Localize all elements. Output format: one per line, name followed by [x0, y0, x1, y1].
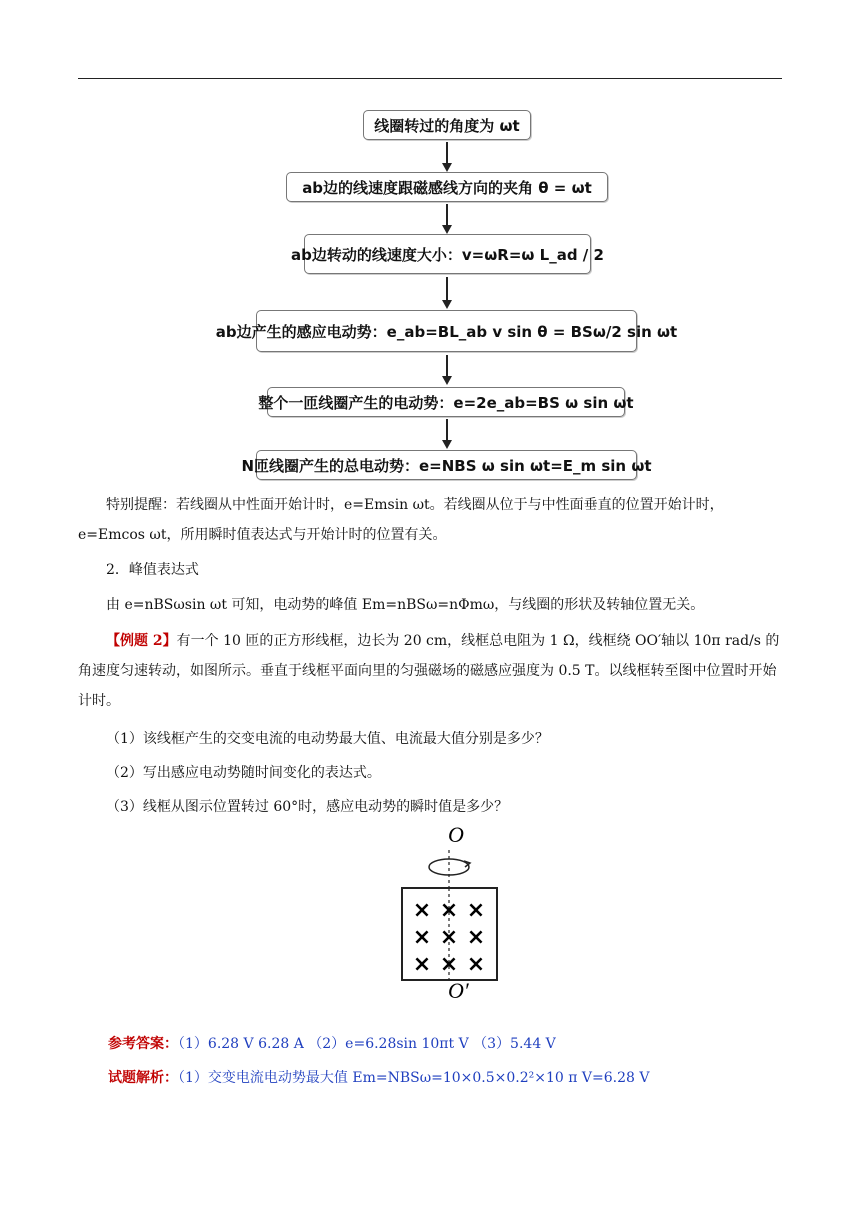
- flow-arrow: [443, 277, 451, 309]
- example-text: 有一个 10 匝的正方形线框，边长为 20 cm，线框总电阻为 1 Ω，线框绕 OO′轴以 10π rad/s 的角速度匀速转动，如图所示。垂直于线框平面向里的匀强磁场的磁感应强度为 0.5 T。以线框转至图中位置时开始计时。: [78, 633, 780, 709]
- answer-text: （1）6.28 V 6.28 A （2）e=6.28sin 10πt V （3）5.44 V: [178, 1036, 556, 1052]
- analysis-text: （1）交变电流电动势最大值 Em=NBSω=10×0.5×0.2²×10 π V=6.28 V: [178, 1070, 650, 1086]
- field-cross: ×: [466, 898, 486, 923]
- flow-box-emf-ab: ab边产生的感应电动势：e_ab=BL_ab v sin θ = BSω/2 sin ωt: [256, 310, 637, 352]
- special-note: 特别提醒：若线圈从中性面开始计时，e=Emsin ωt。若线圈从位于与中性面垂直的位置开始计时，e=Emcos ωt，所用瞬时值表达式与开始计时的位置有关。: [78, 497, 724, 543]
- field-cross: ×: [439, 952, 459, 977]
- flow-box-angle-theta: ab边的线速度跟磁感线方向的夹角 θ = ωt: [286, 172, 608, 202]
- flow-box-angle: 线圈转过的角度为 ωt: [363, 110, 531, 140]
- field-cross: ×: [412, 898, 432, 923]
- derivation-flowchart: [0, 0, 860, 480]
- section-text: 由 e=nBSωsin ωt 可知，电动势的峰值 Em=nBSω=nΦmω，与线圈的形状及转轴位置无关。: [106, 597, 705, 613]
- example-problem: [78, 626, 784, 716]
- magnetic-field-crosses: [413, 898, 485, 977]
- field-cross: ×: [439, 898, 459, 923]
- axis-label-bottom: O′: [448, 978, 469, 1000]
- coil-diagram: [390, 822, 510, 1000]
- flow-arrow: [443, 355, 451, 385]
- solution-analysis: [108, 1067, 650, 1089]
- rotating-coil-figure: [390, 822, 510, 1000]
- flow-box-emf-total: N匝线圈产生的总电动势：e=NBS ω sin ωt=E_m sin ωt: [256, 450, 637, 480]
- flow-arrow: [443, 142, 451, 172]
- axis-label-top: O: [448, 822, 464, 847]
- analysis-label: 试题解析：: [108, 1070, 178, 1086]
- flow-box-emf-single: 整个一匝线圈产生的电动势：e=2e_ab=BS ω sin ωt: [267, 387, 625, 417]
- reference-answer: [108, 1033, 556, 1055]
- question-1: （1）该线框产生的交变电流的电动势最大值、电流最大值分别是多少？: [106, 731, 549, 747]
- example-label: 【例题 2】: [106, 633, 177, 649]
- field-cross: ×: [439, 925, 459, 950]
- flow-arrow: [443, 204, 451, 234]
- flow-arrow: [443, 419, 451, 449]
- answer-label: 参考答案：: [108, 1036, 178, 1052]
- field-cross: ×: [412, 925, 432, 950]
- section-heading: 2．峰值表达式: [106, 562, 199, 578]
- field-cross: ×: [466, 925, 486, 950]
- field-cross: ×: [412, 952, 432, 977]
- rotation-direction-icon: [429, 859, 469, 875]
- question-2: （2）写出感应电动势随时间变化的表达式。: [106, 765, 381, 781]
- flow-box-velocity: ab边转动的线速度大小：v=ωR=ω L_ad / 2: [304, 234, 591, 274]
- question-3: （3）线框从图示位置转过 60°时，感应电动势的瞬时值是多少？: [106, 799, 509, 815]
- field-cross: ×: [466, 952, 486, 977]
